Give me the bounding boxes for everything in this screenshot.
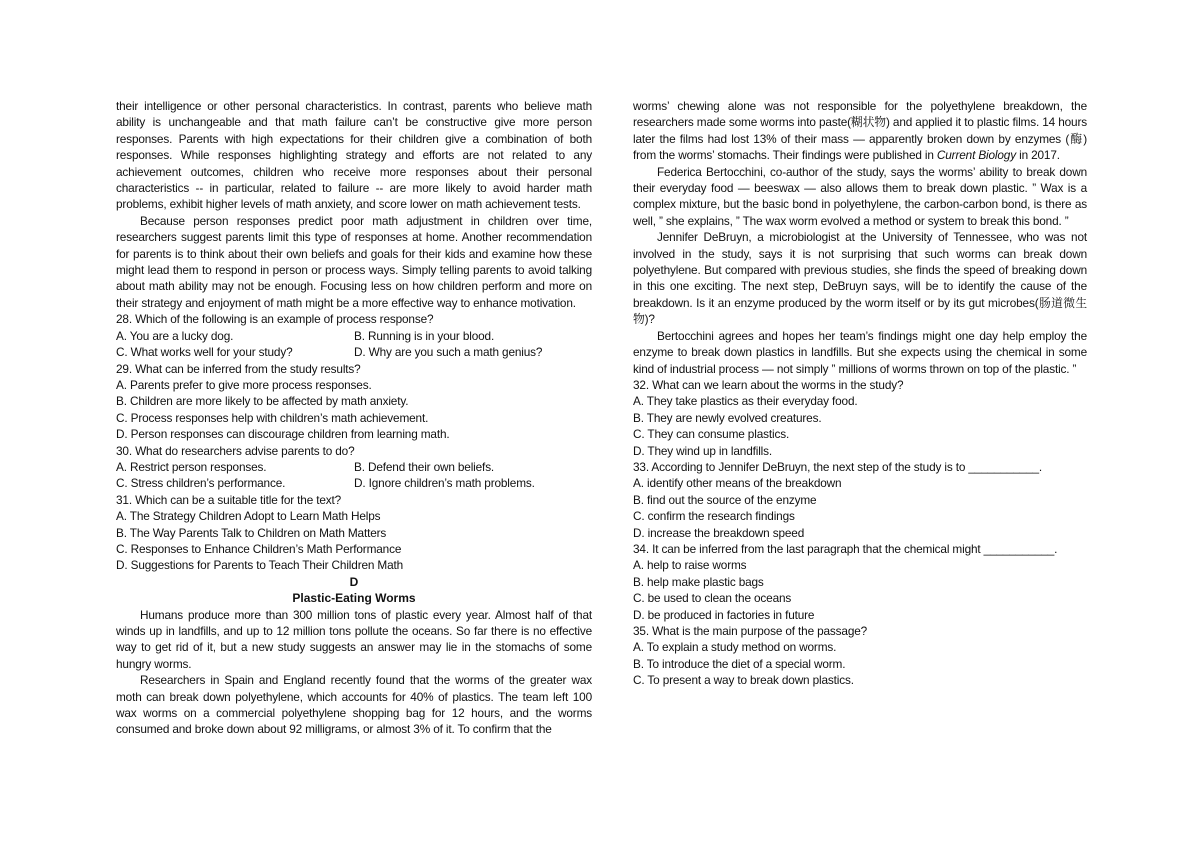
option-32c: C. They can consume plastics. <box>633 427 790 442</box>
option-34c: C. be used to clean the oceans <box>633 591 792 606</box>
paragraph-text: in 2017. <box>1015 148 1060 163</box>
option-32b: B. They are newly evolved creatures. <box>633 410 822 425</box>
question-34: 34. It can be inferred from the last paragraph that the chemical might ___________. <box>633 541 1058 556</box>
paragraph: their intelligence or other personal characteristics. In contrast, parents who believe math ability is unchangeable and that math failure can’t be constructive give more person responses. Parents with high expectations for their children give a combination of both responses. While responses highlighting strategy and efforts are not related to any achievement outcomes, children who receive more responses about their personal characteristics -- in particular, related to failure -- are more likely to avoid harder math problems, exhibit higher levels of math anxiety, and score lower on math achievement tests. <box>116 99 592 212</box>
question-28: 28. Which of the following is an example of process response? <box>116 312 434 327</box>
option-29d: D. Person responses can discourage children from learning math. <box>116 427 450 442</box>
paragraph: Because person responses predict poor math adjustment in children over time, researchers suggest parents limit this type of responses at home. Another recommendation for parents is to think about their own beliefs and goals for their kids and examine how these might lead them to respond in person or process ways. Simply telling parents to avoid talking about math ability may not be enough. Focusing less on how children perform and more on their strategy and enjoyment of math might be a more effective way to enhance motivation. <box>116 213 592 310</box>
option-28c: C. What works well for your study? <box>116 345 293 360</box>
option-28b: B. Running is in your blood. <box>354 328 495 343</box>
option-32d: D. They wind up in landfills. <box>633 443 773 458</box>
option-31c: C. Responses to Enhance Children’s Math Performance <box>116 541 402 556</box>
option-29c: C. Process responses help with children’s math achievement. <box>116 410 429 425</box>
right-column <box>633 98 1087 689</box>
question-32: 32. What can we learn about the worms in the study? <box>633 377 904 392</box>
option-28d: D. Why are you such a math genius? <box>354 345 543 360</box>
paragraph-text: worms’ chewing alone was not responsible for the polyethylene breakdown, the researchers made some worms into paste(糊状物) and applied it to plastic films. 14 hours later the films had lost 13% of their mass — apparently broken down by enzymes (酶) from the worms’ stomachs. Their findings were published in <box>633 99 1087 163</box>
option-34a: A. help to raise worms <box>633 558 747 573</box>
option-29a: A. Parents prefer to give more process responses. <box>116 377 372 392</box>
option-34b: B. help make plastic bags <box>633 574 764 589</box>
option-28a: A. You are a lucky dog. <box>116 328 234 343</box>
question-31: 31. Which can be a suitable title for the text? <box>116 492 342 507</box>
option-33a: A. identify other means of the breakdown <box>633 476 842 491</box>
paragraph: Federica Bertocchini, co-author of the study, says the worms’ ability to break down their everyday food — beeswax — also allows them to break down plastic. ” Wax is a complex mixture, but the basic bond in polyethylene, the carbon-carbon bond, is there as well, ” she explains, ” The wax worm evolved a method or system to break this bond. ” <box>633 164 1087 228</box>
option-33b: B. find out the source of the enzyme <box>633 492 817 507</box>
section-title: Plastic-Eating Worms <box>292 591 416 606</box>
option-29b: B. Children are more likely to be affected by math anxiety. <box>116 394 409 409</box>
option-30c: C. Stress children’s performance. <box>116 476 286 491</box>
option-33c: C. confirm the research findings <box>633 509 795 524</box>
question-30: 30. What do researchers advise parents to do? <box>116 443 355 458</box>
paragraph: Humans produce more than 300 million tons of plastic every year. Almost half of that winds up in landfills, and up to 12 million tons pollute the oceans. So far there is no effective way to get rid of it, but a new study suggests an answer may lie in the stomachs of some hungry worms. <box>116 607 592 671</box>
question-35: 35. What is the main purpose of the passage? <box>633 624 868 638</box>
option-30b: B. Defend their own beliefs. <box>354 459 495 474</box>
option-34d: D. be produced in factories in future <box>633 607 815 622</box>
option-31d: D. Suggestions for Parents to Teach Their Children Math <box>116 558 404 573</box>
section-letter: D <box>349 574 359 589</box>
option-33d: D. increase the breakdown speed <box>633 525 805 540</box>
left-column <box>116 98 592 738</box>
question-33: 33. According to Jennifer DeBruyn, the next step of the study is to ___________. <box>633 459 1043 474</box>
paragraph: Researchers in Spain and England recently found that the worms of the greater wax moth can break down polyethylene, which accounts for 40% of plastics. The team left 100 wax worms on a commercial polyethylene shopping bag for 12 hours, and the worms consumed and broke down about 92 milligrams, or almost 3% of it. To confirm that the <box>116 673 592 737</box>
option-30a: A. Restrict person responses. <box>116 459 267 474</box>
option-35c: C. To present a way to break down plastics. <box>633 673 854 688</box>
option-35a: A. To explain a study method on worms. <box>633 640 837 655</box>
paragraph <box>633 98 1087 164</box>
paragraph: Bertocchini agrees and hopes her team’s findings might one day help employ the enzyme to break down plastics in landfills. But she expects using the chemical in some kind of industrial process — not simply ” millions of worms thrown on top of the plastic. ” <box>633 328 1087 376</box>
option-31a: A. The Strategy Children Adopt to Learn Math Helps <box>116 509 381 524</box>
option-31b: B. The Way Parents Talk to Children on Math Matters <box>116 525 387 540</box>
question-29: 29. What can be inferred from the study results? <box>116 361 361 376</box>
option-30d: D. Ignore children’s math problems. <box>354 476 535 491</box>
paragraph: Jennifer DeBruyn, a microbiologist at the University of Tennessee, who was not involved in the study, says it is not surprising that such worms can break down polyethylene. But compared with previous studies, she finds the speed of breaking down in this one exciting. The next step, DeBruyn says, will be to identify the cause of the breakdown. Is it an enzyme produced by the worm itself or by its gut microbes(肠道微生物)? <box>633 230 1087 327</box>
option-35b: B. To introduce the diet of a special worm. <box>633 656 846 671</box>
journal-title: Current Biology <box>936 148 1016 163</box>
option-32a: A. They take plastics as their everyday food. <box>633 394 858 409</box>
